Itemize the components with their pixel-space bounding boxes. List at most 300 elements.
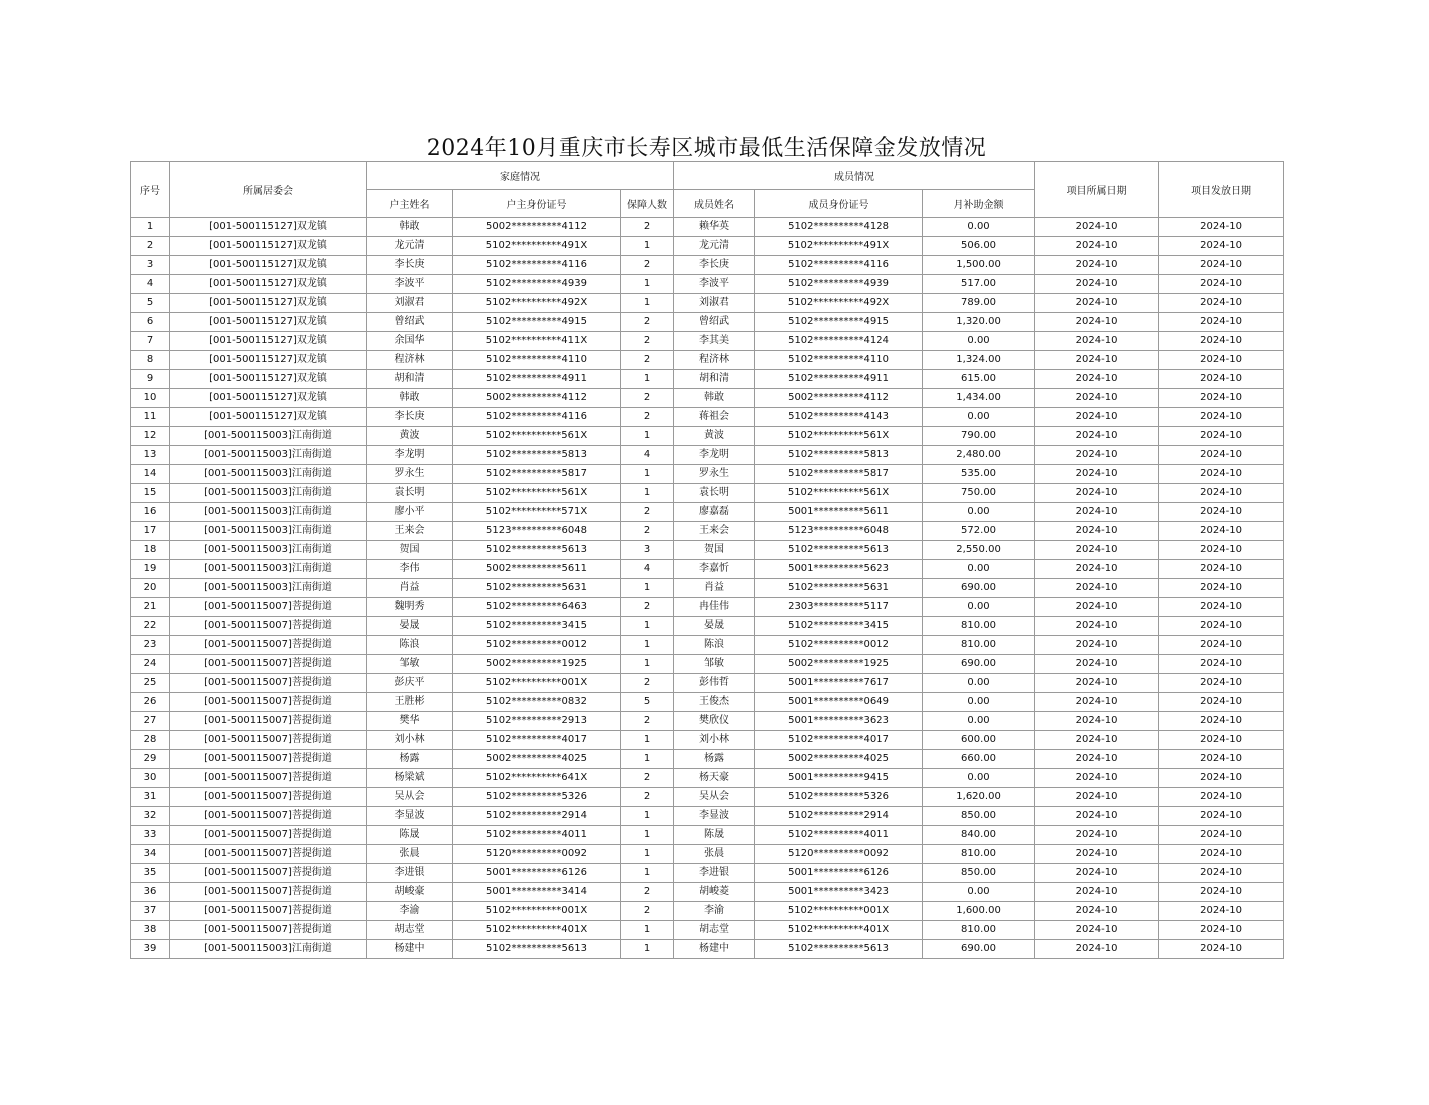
table-row xyxy=(131,826,1284,845)
table-row xyxy=(131,218,1284,237)
cell-amount: 600.00 xyxy=(923,731,1035,750)
cell-community: [001-500115007]菩提街道 xyxy=(170,674,367,693)
cell-head-id: 5102**********491X xyxy=(453,237,621,256)
cell-head-name: 李显波 xyxy=(367,807,453,826)
cell-community: [001-500115003]江南街道 xyxy=(170,446,367,465)
cell-project-date: 2024-10 xyxy=(1035,712,1159,731)
cell-head-id: 5002**********4112 xyxy=(453,389,621,408)
table-row xyxy=(131,598,1284,617)
cell-member-name: 刘淑君 xyxy=(674,294,755,313)
cell-payment-date: 2024-10 xyxy=(1159,674,1284,693)
cell-head-name: 李长庚 xyxy=(367,256,453,275)
table-row xyxy=(131,788,1284,807)
cell-head-id: 5102**********5326 xyxy=(453,788,621,807)
cell-community: [001-500115007]菩提街道 xyxy=(170,655,367,674)
cell-member-name: 李龙明 xyxy=(674,446,755,465)
cell-head-name: 王胜彬 xyxy=(367,693,453,712)
cell-amount: 690.00 xyxy=(923,579,1035,598)
cell-community: [001-500115003]江南街道 xyxy=(170,465,367,484)
cell-member-id: 5001**********7617 xyxy=(755,674,923,693)
cell-project-date: 2024-10 xyxy=(1035,921,1159,940)
cell-head-name: 袁长明 xyxy=(367,484,453,503)
cell-seq: 20 xyxy=(131,579,170,598)
table-row xyxy=(131,408,1284,427)
cell-count: 2 xyxy=(621,351,674,370)
cell-head-id: 5102**********571X xyxy=(453,503,621,522)
cell-payment-date: 2024-10 xyxy=(1159,750,1284,769)
cell-community: [001-500115127]双龙镇 xyxy=(170,256,367,275)
table-row xyxy=(131,503,1284,522)
cell-payment-date: 2024-10 xyxy=(1159,579,1284,598)
cell-head-id: 5102**********0832 xyxy=(453,693,621,712)
cell-count: 1 xyxy=(621,636,674,655)
cell-amount: 1,434.00 xyxy=(923,389,1035,408)
cell-head-name: 彭庆平 xyxy=(367,674,453,693)
cell-seq: 33 xyxy=(131,826,170,845)
cell-amount: 810.00 xyxy=(923,921,1035,940)
cell-member-id: 5102**********4128 xyxy=(755,218,923,237)
cell-payment-date: 2024-10 xyxy=(1159,541,1284,560)
header-family-group: 家庭情况 xyxy=(367,162,674,190)
cell-head-name: 李伟 xyxy=(367,560,453,579)
cell-member-name: 袁长明 xyxy=(674,484,755,503)
cell-count: 1 xyxy=(621,807,674,826)
cell-member-name: 李长庚 xyxy=(674,256,755,275)
cell-payment-date: 2024-10 xyxy=(1159,370,1284,389)
header-seq: 序号 xyxy=(131,162,170,218)
header-head-name: 户主姓名 xyxy=(367,190,453,218)
cell-community: [001-500115003]江南街道 xyxy=(170,484,367,503)
cell-community: [001-500115007]菩提街道 xyxy=(170,864,367,883)
cell-seq: 4 xyxy=(131,275,170,294)
cell-member-id: 5102**********4939 xyxy=(755,275,923,294)
table-row xyxy=(131,769,1284,788)
cell-head-name: 胡志堂 xyxy=(367,921,453,940)
cell-member-id: 5102**********4110 xyxy=(755,351,923,370)
cell-seq: 30 xyxy=(131,769,170,788)
cell-head-name: 罗永生 xyxy=(367,465,453,484)
cell-head-id: 5102**********4911 xyxy=(453,370,621,389)
cell-community: [001-500115007]菩提街道 xyxy=(170,826,367,845)
cell-count: 2 xyxy=(621,522,674,541)
cell-count: 1 xyxy=(621,579,674,598)
cell-member-id: 5102**********401X xyxy=(755,921,923,940)
cell-head-name: 王来会 xyxy=(367,522,453,541)
table-row xyxy=(131,750,1284,769)
cell-project-date: 2024-10 xyxy=(1035,636,1159,655)
cell-payment-date: 2024-10 xyxy=(1159,807,1284,826)
cell-head-name: 陈晟 xyxy=(367,826,453,845)
cell-head-name: 李长庚 xyxy=(367,408,453,427)
cell-count: 1 xyxy=(621,465,674,484)
cell-count: 1 xyxy=(621,655,674,674)
cell-seq: 1 xyxy=(131,218,170,237)
cell-count: 3 xyxy=(621,541,674,560)
cell-payment-date: 2024-10 xyxy=(1159,237,1284,256)
cell-amount: 535.00 xyxy=(923,465,1035,484)
cell-amount: 1,500.00 xyxy=(923,256,1035,275)
cell-project-date: 2024-10 xyxy=(1035,313,1159,332)
cell-member-id: 5102**********4911 xyxy=(755,370,923,389)
cell-member-id: 5001**********9415 xyxy=(755,769,923,788)
cell-count: 1 xyxy=(621,370,674,389)
cell-payment-date: 2024-10 xyxy=(1159,465,1284,484)
cell-amount: 1,600.00 xyxy=(923,902,1035,921)
cell-member-name: 韩敢 xyxy=(674,389,755,408)
cell-member-id: 5001**********5623 xyxy=(755,560,923,579)
cell-payment-date: 2024-10 xyxy=(1159,921,1284,940)
cell-payment-date: 2024-10 xyxy=(1159,864,1284,883)
table-row xyxy=(131,864,1284,883)
cell-member-id: 5102**********561X xyxy=(755,484,923,503)
cell-payment-date: 2024-10 xyxy=(1159,560,1284,579)
cell-project-date: 2024-10 xyxy=(1035,503,1159,522)
cell-project-date: 2024-10 xyxy=(1035,731,1159,750)
cell-amount: 750.00 xyxy=(923,484,1035,503)
cell-amount: 2,550.00 xyxy=(923,541,1035,560)
cell-count: 2 xyxy=(621,788,674,807)
table-row xyxy=(131,940,1284,959)
cell-member-id: 5102**********0012 xyxy=(755,636,923,655)
cell-amount: 690.00 xyxy=(923,655,1035,674)
cell-member-name: 陈晟 xyxy=(674,826,755,845)
cell-community: [001-500115003]江南街道 xyxy=(170,427,367,446)
cell-count: 2 xyxy=(621,332,674,351)
cell-community: [001-500115127]双龙镇 xyxy=(170,237,367,256)
table-row xyxy=(131,351,1284,370)
table-row xyxy=(131,332,1284,351)
cell-member-name: 冉佳伟 xyxy=(674,598,755,617)
cell-count: 2 xyxy=(621,674,674,693)
cell-community: [001-500115007]菩提街道 xyxy=(170,598,367,617)
cell-count: 1 xyxy=(621,845,674,864)
cell-amount: 0.00 xyxy=(923,408,1035,427)
report-table xyxy=(130,161,1284,959)
cell-amount: 840.00 xyxy=(923,826,1035,845)
cell-member-id: 5102**********4116 xyxy=(755,256,923,275)
cell-member-id: 5002**********4112 xyxy=(755,389,923,408)
cell-project-date: 2024-10 xyxy=(1035,560,1159,579)
cell-payment-date: 2024-10 xyxy=(1159,636,1284,655)
cell-count: 2 xyxy=(621,389,674,408)
cell-seq: 37 xyxy=(131,902,170,921)
cell-head-id: 5102**********3415 xyxy=(453,617,621,636)
cell-community: [001-500115003]江南街道 xyxy=(170,940,367,959)
cell-payment-date: 2024-10 xyxy=(1159,902,1284,921)
cell-head-name: 胡和清 xyxy=(367,370,453,389)
cell-head-name: 刘小林 xyxy=(367,731,453,750)
cell-seq: 18 xyxy=(131,541,170,560)
cell-head-id: 5002**********5611 xyxy=(453,560,621,579)
cell-member-id: 5102**********4143 xyxy=(755,408,923,427)
cell-community: [001-500115127]双龙镇 xyxy=(170,275,367,294)
cell-payment-date: 2024-10 xyxy=(1159,332,1284,351)
cell-amount: 2,480.00 xyxy=(923,446,1035,465)
cell-head-name: 肖益 xyxy=(367,579,453,598)
cell-head-id: 5102**********561X xyxy=(453,427,621,446)
table-row xyxy=(131,484,1284,503)
cell-head-name: 龙元清 xyxy=(367,237,453,256)
cell-count: 1 xyxy=(621,731,674,750)
cell-member-name: 胡志堂 xyxy=(674,921,755,940)
cell-seq: 21 xyxy=(131,598,170,617)
cell-head-id: 5102**********2914 xyxy=(453,807,621,826)
cell-project-date: 2024-10 xyxy=(1035,218,1159,237)
cell-seq: 23 xyxy=(131,636,170,655)
cell-seq: 19 xyxy=(131,560,170,579)
cell-head-id: 5102**********4116 xyxy=(453,408,621,427)
cell-member-id: 5102**********5631 xyxy=(755,579,923,598)
cell-count: 1 xyxy=(621,750,674,769)
cell-project-date: 2024-10 xyxy=(1035,883,1159,902)
cell-head-name: 韩敢 xyxy=(367,389,453,408)
cell-payment-date: 2024-10 xyxy=(1159,294,1284,313)
table-row xyxy=(131,313,1284,332)
cell-payment-date: 2024-10 xyxy=(1159,940,1284,959)
cell-head-name: 李进银 xyxy=(367,864,453,883)
cell-seq: 5 xyxy=(131,294,170,313)
cell-head-name: 杨梁斌 xyxy=(367,769,453,788)
cell-member-name: 陈浪 xyxy=(674,636,755,655)
cell-member-name: 胡和清 xyxy=(674,370,755,389)
cell-payment-date: 2024-10 xyxy=(1159,598,1284,617)
cell-head-id: 5002**********4112 xyxy=(453,218,621,237)
cell-amount: 0.00 xyxy=(923,332,1035,351)
cell-member-name: 李其美 xyxy=(674,332,755,351)
cell-head-id: 5102**********4915 xyxy=(453,313,621,332)
cell-member-id: 5102**********5613 xyxy=(755,940,923,959)
cell-project-date: 2024-10 xyxy=(1035,769,1159,788)
cell-amount: 517.00 xyxy=(923,275,1035,294)
table-row xyxy=(131,655,1284,674)
cell-seq: 7 xyxy=(131,332,170,351)
cell-member-id: 5102**********5817 xyxy=(755,465,923,484)
cell-seq: 13 xyxy=(131,446,170,465)
cell-seq: 36 xyxy=(131,883,170,902)
cell-amount: 0.00 xyxy=(923,883,1035,902)
cell-head-id: 5102**********411X xyxy=(453,332,621,351)
cell-payment-date: 2024-10 xyxy=(1159,826,1284,845)
cell-count: 2 xyxy=(621,313,674,332)
cell-head-name: 刘淑君 xyxy=(367,294,453,313)
cell-member-name: 罗永生 xyxy=(674,465,755,484)
cell-community: [001-500115003]江南街道 xyxy=(170,522,367,541)
cell-head-name: 樊华 xyxy=(367,712,453,731)
cell-member-name: 李进银 xyxy=(674,864,755,883)
cell-count: 2 xyxy=(621,408,674,427)
cell-count: 1 xyxy=(621,921,674,940)
cell-seq: 14 xyxy=(131,465,170,484)
cell-project-date: 2024-10 xyxy=(1035,484,1159,503)
cell-seq: 27 xyxy=(131,712,170,731)
cell-community: [001-500115127]双龙镇 xyxy=(170,370,367,389)
table-row xyxy=(131,921,1284,940)
cell-project-date: 2024-10 xyxy=(1035,617,1159,636)
cell-project-date: 2024-10 xyxy=(1035,693,1159,712)
cell-payment-date: 2024-10 xyxy=(1159,731,1284,750)
cell-head-id: 5120**********0092 xyxy=(453,845,621,864)
cell-seq: 29 xyxy=(131,750,170,769)
cell-member-name: 晏晟 xyxy=(674,617,755,636)
cell-member-name: 程济林 xyxy=(674,351,755,370)
cell-head-id: 5102**********641X xyxy=(453,769,621,788)
cell-community: [001-500115127]双龙镇 xyxy=(170,408,367,427)
cell-head-id: 5102**********492X xyxy=(453,294,621,313)
cell-head-id: 5102**********001X xyxy=(453,674,621,693)
cell-project-date: 2024-10 xyxy=(1035,294,1159,313)
cell-payment-date: 2024-10 xyxy=(1159,256,1284,275)
cell-count: 2 xyxy=(621,503,674,522)
page-title: 2024年10月重庆市长寿区城市最低生活保障金发放情况 xyxy=(426,136,987,161)
cell-member-id: 5001**********5611 xyxy=(755,503,923,522)
table-row xyxy=(131,579,1284,598)
cell-member-name: 李显波 xyxy=(674,807,755,826)
cell-member-id: 5102**********492X xyxy=(755,294,923,313)
cell-amount: 790.00 xyxy=(923,427,1035,446)
table-row xyxy=(131,237,1284,256)
cell-project-date: 2024-10 xyxy=(1035,541,1159,560)
cell-project-date: 2024-10 xyxy=(1035,427,1159,446)
cell-count: 4 xyxy=(621,446,674,465)
cell-head-id: 5102**********6463 xyxy=(453,598,621,617)
cell-count: 1 xyxy=(621,617,674,636)
table-row xyxy=(131,693,1284,712)
cell-member-id: 5102**********001X xyxy=(755,902,923,921)
table-row xyxy=(131,389,1284,408)
cell-head-id: 5002**********1925 xyxy=(453,655,621,674)
cell-count: 2 xyxy=(621,598,674,617)
cell-community: [001-500115007]菩提街道 xyxy=(170,845,367,864)
cell-amount: 506.00 xyxy=(923,237,1035,256)
cell-project-date: 2024-10 xyxy=(1035,332,1159,351)
cell-seq: 32 xyxy=(131,807,170,826)
cell-member-name: 蒋祖会 xyxy=(674,408,755,427)
cell-seq: 3 xyxy=(131,256,170,275)
cell-community: [001-500115007]菩提街道 xyxy=(170,883,367,902)
cell-head-name: 程济林 xyxy=(367,351,453,370)
cell-project-date: 2024-10 xyxy=(1035,351,1159,370)
cell-amount: 0.00 xyxy=(923,503,1035,522)
cell-project-date: 2024-10 xyxy=(1035,750,1159,769)
cell-member-name: 刘小林 xyxy=(674,731,755,750)
cell-payment-date: 2024-10 xyxy=(1159,427,1284,446)
cell-member-id: 5002**********4025 xyxy=(755,750,923,769)
cell-seq: 38 xyxy=(131,921,170,940)
cell-member-name: 肖益 xyxy=(674,579,755,598)
cell-count: 2 xyxy=(621,218,674,237)
cell-amount: 660.00 xyxy=(923,750,1035,769)
cell-head-name: 晏晟 xyxy=(367,617,453,636)
cell-head-name: 邹敏 xyxy=(367,655,453,674)
cell-member-id: 5102**********5326 xyxy=(755,788,923,807)
cell-member-name: 赖华英 xyxy=(674,218,755,237)
cell-payment-date: 2024-10 xyxy=(1159,845,1284,864)
table-row xyxy=(131,560,1284,579)
header-amount: 月补助金额 xyxy=(923,190,1035,218)
cell-head-id: 5102**********5613 xyxy=(453,541,621,560)
cell-amount: 810.00 xyxy=(923,636,1035,655)
cell-count: 4 xyxy=(621,560,674,579)
cell-project-date: 2024-10 xyxy=(1035,902,1159,921)
cell-head-id: 5102**********4116 xyxy=(453,256,621,275)
cell-member-name: 贺国 xyxy=(674,541,755,560)
cell-head-id: 5102**********5613 xyxy=(453,940,621,959)
cell-member-name: 王来会 xyxy=(674,522,755,541)
cell-head-id: 5102**********5813 xyxy=(453,446,621,465)
cell-project-date: 2024-10 xyxy=(1035,864,1159,883)
cell-head-name: 李龙明 xyxy=(367,446,453,465)
cell-head-name: 韩敢 xyxy=(367,218,453,237)
cell-project-date: 2024-10 xyxy=(1035,807,1159,826)
cell-seq: 28 xyxy=(131,731,170,750)
cell-head-name: 廖小平 xyxy=(367,503,453,522)
table-row xyxy=(131,712,1284,731)
table-row xyxy=(131,731,1284,750)
cell-member-name: 廖嘉磊 xyxy=(674,503,755,522)
header-member-name: 成员姓名 xyxy=(674,190,755,218)
cell-community: [001-500115127]双龙镇 xyxy=(170,389,367,408)
cell-amount: 1,620.00 xyxy=(923,788,1035,807)
cell-payment-date: 2024-10 xyxy=(1159,503,1284,522)
cell-seq: 24 xyxy=(131,655,170,674)
cell-project-date: 2024-10 xyxy=(1035,598,1159,617)
cell-payment-date: 2024-10 xyxy=(1159,769,1284,788)
cell-count: 1 xyxy=(621,864,674,883)
table-row xyxy=(131,617,1284,636)
cell-project-date: 2024-10 xyxy=(1035,826,1159,845)
cell-community: [001-500115007]菩提街道 xyxy=(170,636,367,655)
cell-head-id: 5102**********0012 xyxy=(453,636,621,655)
cell-community: [001-500115127]双龙镇 xyxy=(170,332,367,351)
table-row xyxy=(131,446,1284,465)
table-row xyxy=(131,674,1284,693)
cell-member-id: 5001**********0649 xyxy=(755,693,923,712)
cell-amount: 0.00 xyxy=(923,693,1035,712)
cell-amount: 0.00 xyxy=(923,712,1035,731)
cell-amount: 572.00 xyxy=(923,522,1035,541)
cell-head-name: 余国华 xyxy=(367,332,453,351)
cell-amount: 850.00 xyxy=(923,807,1035,826)
cell-project-date: 2024-10 xyxy=(1035,370,1159,389)
cell-member-id: 5102**********491X xyxy=(755,237,923,256)
cell-seq: 17 xyxy=(131,522,170,541)
cell-community: [001-500115007]菩提街道 xyxy=(170,807,367,826)
cell-project-date: 2024-10 xyxy=(1035,674,1159,693)
cell-amount: 1,324.00 xyxy=(923,351,1035,370)
table-header xyxy=(131,162,1284,218)
table-row xyxy=(131,541,1284,560)
cell-seq: 34 xyxy=(131,845,170,864)
cell-member-id: 5102**********4017 xyxy=(755,731,923,750)
cell-payment-date: 2024-10 xyxy=(1159,712,1284,731)
cell-community: [001-500115003]江南街道 xyxy=(170,560,367,579)
cell-member-id: 5102**********4915 xyxy=(755,313,923,332)
cell-head-id: 5102**********401X xyxy=(453,921,621,940)
cell-seq: 9 xyxy=(131,370,170,389)
cell-head-name: 张晨 xyxy=(367,845,453,864)
table-row xyxy=(131,845,1284,864)
cell-seq: 6 xyxy=(131,313,170,332)
cell-count: 1 xyxy=(621,237,674,256)
table-row xyxy=(131,636,1284,655)
cell-payment-date: 2024-10 xyxy=(1159,655,1284,674)
cell-project-date: 2024-10 xyxy=(1035,465,1159,484)
cell-amount: 0.00 xyxy=(923,560,1035,579)
cell-head-name: 李波平 xyxy=(367,275,453,294)
cell-payment-date: 2024-10 xyxy=(1159,275,1284,294)
cell-payment-date: 2024-10 xyxy=(1159,617,1284,636)
cell-head-name: 贺国 xyxy=(367,541,453,560)
